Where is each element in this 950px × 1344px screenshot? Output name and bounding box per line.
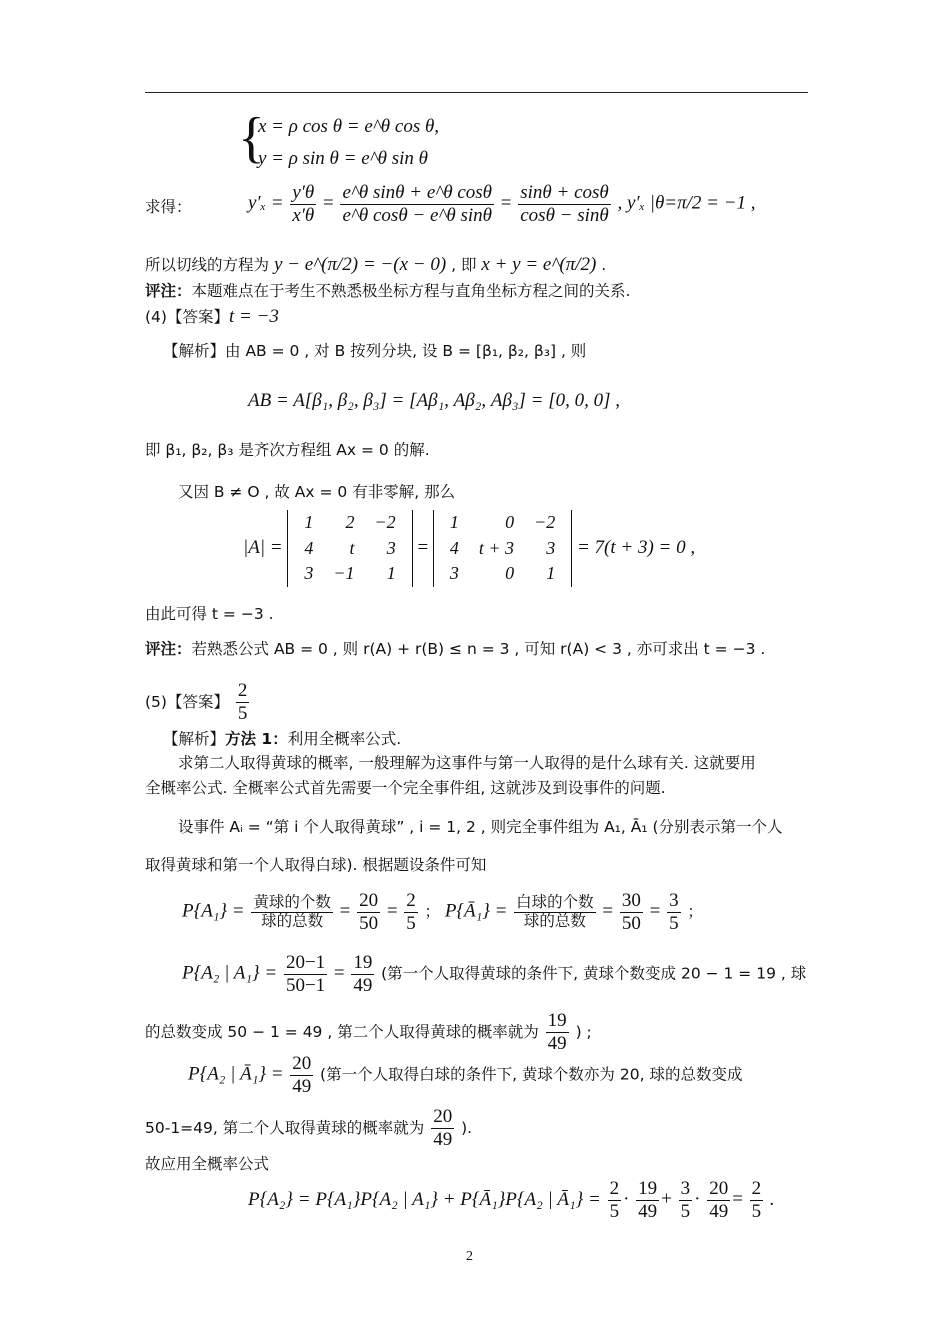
q5-para1-line1: 求第二人取得黄球的概率, 一般理解为这事件与第一人取得的是什么球有关. 这就要用 xyxy=(178,754,756,772)
q5-para2-line1: 设事件 Aᵢ = “第 i 个人取得黄球” , i = 1, 2 , 则完全事件组为 A₁, Ā₁ (分别表示第一个人 xyxy=(178,818,783,836)
determinant-2 xyxy=(433,510,572,587)
polar-line-2: y = ρ sin θ = e^θ sin θ xyxy=(258,148,428,169)
q5-para1-line2: 全概率公式. 全概率公式首先需要一个完全事件组, 这就涉及到设事件的问题. xyxy=(145,779,666,797)
q4-block-equation: AB = A[β₁, β₂, β₃] = [Aβ₁, Aβ₂, Aβ₃] = [0, 0, 0] , xyxy=(248,390,621,411)
page-number: 2 xyxy=(466,1249,473,1264)
q4-remark: 评注：若熟悉公式 AB = 0 , 则 r(A) + r(B) ≤ n = 3 , 可知 r(A) < 3 , 亦可求出 t = −3 . xyxy=(145,640,766,658)
q5-cond2: P{A₂ | Ā₁} = $\frac{20}{49}$ (第一个人取得白球的条件下, 黄球个数亦为 20, 球的总数变成 xyxy=(188,1053,743,1097)
determinant-1 xyxy=(287,510,412,587)
q5-para2-line2: 取得黄球和第一个人取得白球). 根据题设条件可知 xyxy=(145,856,487,874)
derivative-label: 求得： xyxy=(145,198,192,216)
determinant-row xyxy=(294,510,405,536)
determinant-cell: 1 xyxy=(546,563,556,584)
determinant-cell: 4 xyxy=(304,537,314,558)
q5-cond1-line2: 的总数变成 50 − 1 = 49 , 第二个人取得黄球的概率就为 $\frac{19}{49}$ ) ; xyxy=(145,1010,592,1054)
determinant-cell: 0 xyxy=(505,512,515,532)
derivative-equation: y′ₓ = $\frac{y'\theta}{x'\theta}$ = $\frac{\text{e\textasciicircum{}θ sinθ + e\textasciicircum{}θ cosθ}}{\text{e\textasciicircum{}θ cosθ − e\textasciicircum{}θ sinθ}}$ = $\frac{\sin\theta + \cos\theta}{\cos\theta - \sin\theta}$ , y′ₓ |θ=π/2 = −1 , xyxy=(248,182,756,226)
remark-polar: 评注：本题难点在于考生不熟悉极坐标方程与直角坐标方程之间的关系. xyxy=(145,282,631,300)
q4-answer: (4)【答案】t = −3 xyxy=(145,306,279,327)
determinant-cell: 1 xyxy=(304,512,314,532)
q4-nonzero-line: 又因 B ≠ O , 故 Ax = 0 有非零解, 那么 xyxy=(178,483,456,501)
determinant-cell: 3 xyxy=(304,563,314,584)
determinant-cell: −2 xyxy=(534,512,556,532)
determinant-cell: 2 xyxy=(345,512,355,532)
determinant-cell: −2 xyxy=(374,512,396,532)
header-rule xyxy=(145,92,808,93)
determinant-cell: 3 xyxy=(449,563,459,584)
q4-conclusion: 由此可得 t = −3 . xyxy=(145,605,274,623)
q5-cond2-line2: 50-1=49, 第二个人取得黄球的概率就为 $\frac{20}{49}$ ). xyxy=(145,1106,473,1150)
q5-final-equation: P{A₂} = P{A₁}P{A₂ | A₁} + P{Ā₁}P{A₂ | Ā₁} = $\frac{2}{5}$ · $\frac{19}{49}$ + $\frac{3}{5}$ · $\frac{20}{49}$ = $\frac{2}{5}$ . xyxy=(248,1178,775,1222)
q5-answer: (5)【答案】 $\frac{2}{5}$ xyxy=(145,680,248,724)
determinant-cell: 0 xyxy=(505,563,515,584)
fraction: $\frac{y'\theta}{x'\theta}$ xyxy=(292,182,315,226)
q4-analysis: 【解析】由 AB = 0 , 对 B 按列分块, 设 B = [β₁, β₂, β₃] , 则 xyxy=(163,342,587,360)
q4-solution-line: 即 β₁, β₂, β₃ 是齐次方程组 Ax = 0 的解. xyxy=(145,441,430,459)
fraction: $\frac{\sin\theta + \cos\theta}{\cos\theta - \sin\theta}$ xyxy=(520,182,609,226)
determinant-cell: 3 xyxy=(386,537,396,558)
determinant-row xyxy=(294,536,405,562)
determinant-cell: 3 xyxy=(546,537,556,558)
q5-analysis: 【解析】方法 1：利用全概率公式. xyxy=(163,730,402,748)
fraction: $\frac{\text{e\textasciicircum{}θ sinθ + e\textasciicircum{}θ cosθ}}{\text{e\textasciicircum{}θ cosθ − e\textasciicircum{}θ sinθ}}$ xyxy=(342,182,493,226)
left-brace: { xyxy=(238,107,265,169)
determinant-row xyxy=(440,561,565,587)
polar-line-1: x = ρ cos θ = e^θ cos θ, xyxy=(258,116,440,137)
q5-cond1: P{A₂ | A₁} = $\frac{20-1}{50-1}$ = $\frac{19}{49}$ (第一个人取得黄球的条件下, 黄球个数变成 20 − 1 = 19 , 球 xyxy=(182,952,807,996)
determinant-cell: 1 xyxy=(386,563,396,584)
answer-fraction: $\frac{2}{5}$ xyxy=(237,680,248,724)
q5-prob-a1: P{A₁} = $\frac{\text{黄球的个数}}{\text{球的总数}}$ = $\frac{20}{50}$ = $\frac{2}{5}$ ； P{Ā₁} = $\frac{\text{白球的个数}}{\text{球的总数}}$ = $\frac{30}{50}$ = $\frac{3}{5}$ ； xyxy=(182,890,703,934)
determinant-row xyxy=(440,510,565,536)
determinant-row xyxy=(294,561,405,587)
determinant-cell: −1 xyxy=(333,563,355,584)
determinant-cell: 1 xyxy=(449,512,459,532)
determinant-cell: t xyxy=(349,537,355,558)
determinant-row xyxy=(440,536,565,562)
determinant-cell: t + 3 xyxy=(478,537,515,558)
q5-apply-line: 故应用全概率公式 xyxy=(145,1155,270,1173)
tangent-line: 所以切线的方程为 y − e^(π/2) = −(x − 0) , 即 x + y = e^(π/2) . xyxy=(145,254,607,275)
determinant-cell: 4 xyxy=(449,537,459,558)
q4-determinant-equation: |A| = 1 2 −2 4 t 3 3 −1 1 = 1 0 −2 4 t + 3 3 3 0 1 = 7(t + 3) = 0 , xyxy=(243,510,695,587)
